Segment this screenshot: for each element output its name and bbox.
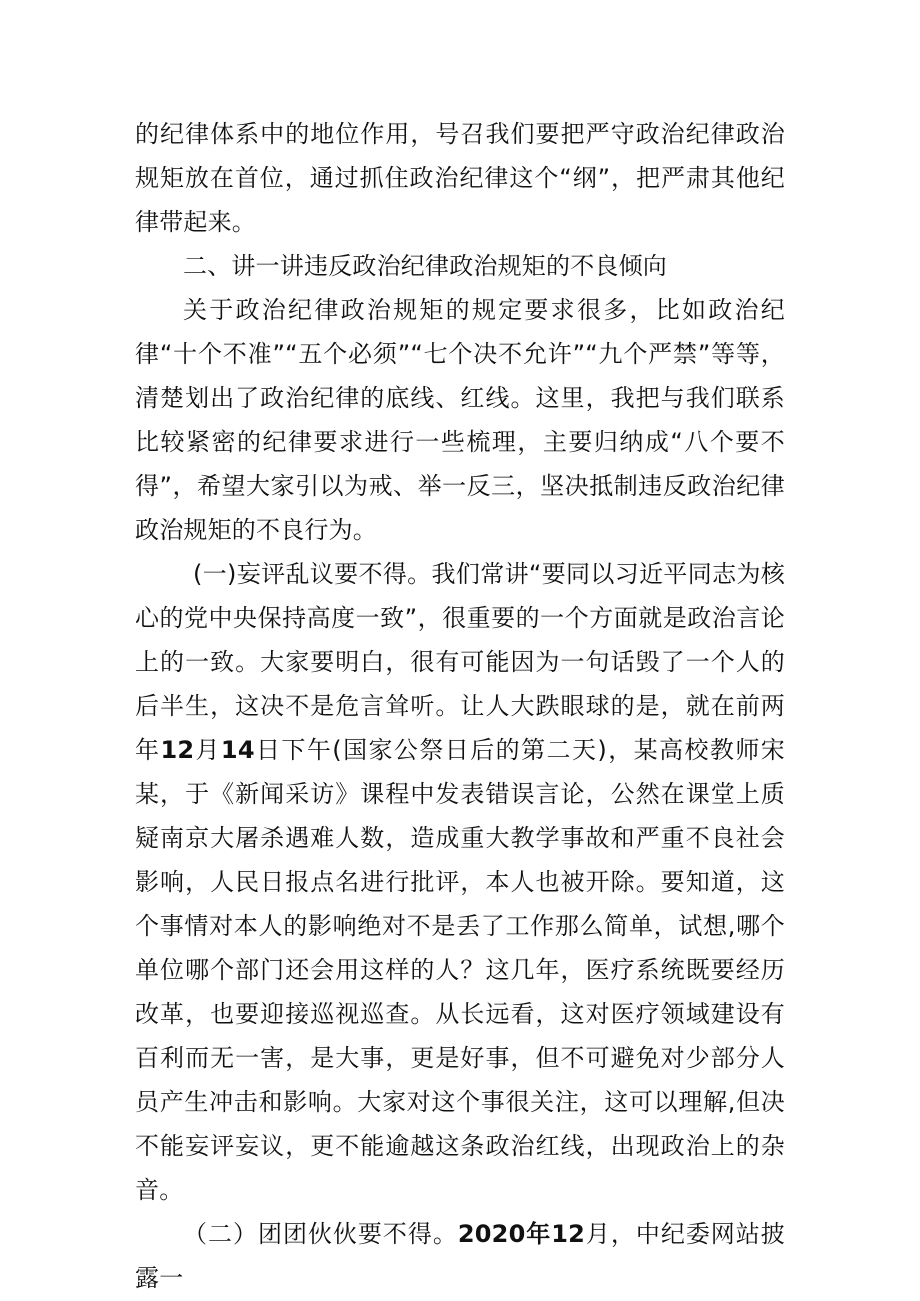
item-2-lead-text: （二）团团伙伙要不得。 [183, 1220, 458, 1248]
item-1-date-day: 14 [220, 736, 255, 764]
item-1-date-month: 12 [160, 736, 195, 764]
document-body [135, 112, 785, 1300]
paragraph-continuation-text: 的纪律体系中的地位作用，号召我们要把严守政治纪律政治规矩放在首位，通过抓住政治纪律这个“纲”，把严肃其他纪律带起来。 [135, 120, 785, 236]
item-1-lead-text: (一)妄评乱议要不得。我们常讲“要同以习近平同志为核心的党中央保持高度一致”，很重要的一个方面就是政治言论上的一致。大家要明白，很有可能因为一句话毁了一个人的后半生，这决不是危言耸听。让人大跌眼球的是，就在前两年 [135, 560, 785, 764]
paragraph-continuation [135, 112, 785, 244]
item-2-month: 12 [551, 1220, 586, 1248]
item-1-rest-text: 日下午(国家公祭日后的第二天)，某高校教师宋某，于《新闻采访》课程中发表错误言论，公然在课堂上质疑南京大屠杀遇难人数，造成重大教学事故和严重不良社会影响，人民日报点名进行批评，本人也被开除。要知道，这个事情对本人的影响绝对不是丢了工作那么简单，试想,哪个单位哪个部门还会用这样的人？这几年，医疗系统既要经历改革，也要迎接巡视巡查。从长远看，这对医疗领域建设有百利而无一害，是大事，更是好事，但不可避免对少部分人员产生冲击和影响。大家对这个事很关注，这可以理解,但决不能妄评妄议，更不能逾越这条政治红线，出现政治上的杂音。 [135, 736, 786, 1204]
paragraph-item-2 [135, 1212, 785, 1300]
item-2-year-char: 年 [525, 1220, 552, 1248]
section-heading-2: 二、讲一讲违反政治纪律政治规矩的不良倾向 [183, 252, 667, 280]
paragraph-regulations: 关于政治纪律政治规矩的规定要求很多，比如政治纪律“十个不准”“五个必须”“七个决不允许”“九个严禁”等等，清楚划出了政治纪律的底线、红线。这里，我把与我们联系比较紧密的纪律要求进行一些梳理，主要归纳成“八个要不得”，希望大家引以为戒、举一反三，坚决抵制违反政治纪律政治规矩的不良行为。 [135, 296, 785, 544]
item-2-year: 2020 [457, 1220, 526, 1248]
paragraph-item-1 [135, 552, 785, 1212]
item-2-rest-text: 月，中纪委网站披露一 [135, 1220, 785, 1292]
item-1-month-char: 月 [194, 736, 221, 764]
